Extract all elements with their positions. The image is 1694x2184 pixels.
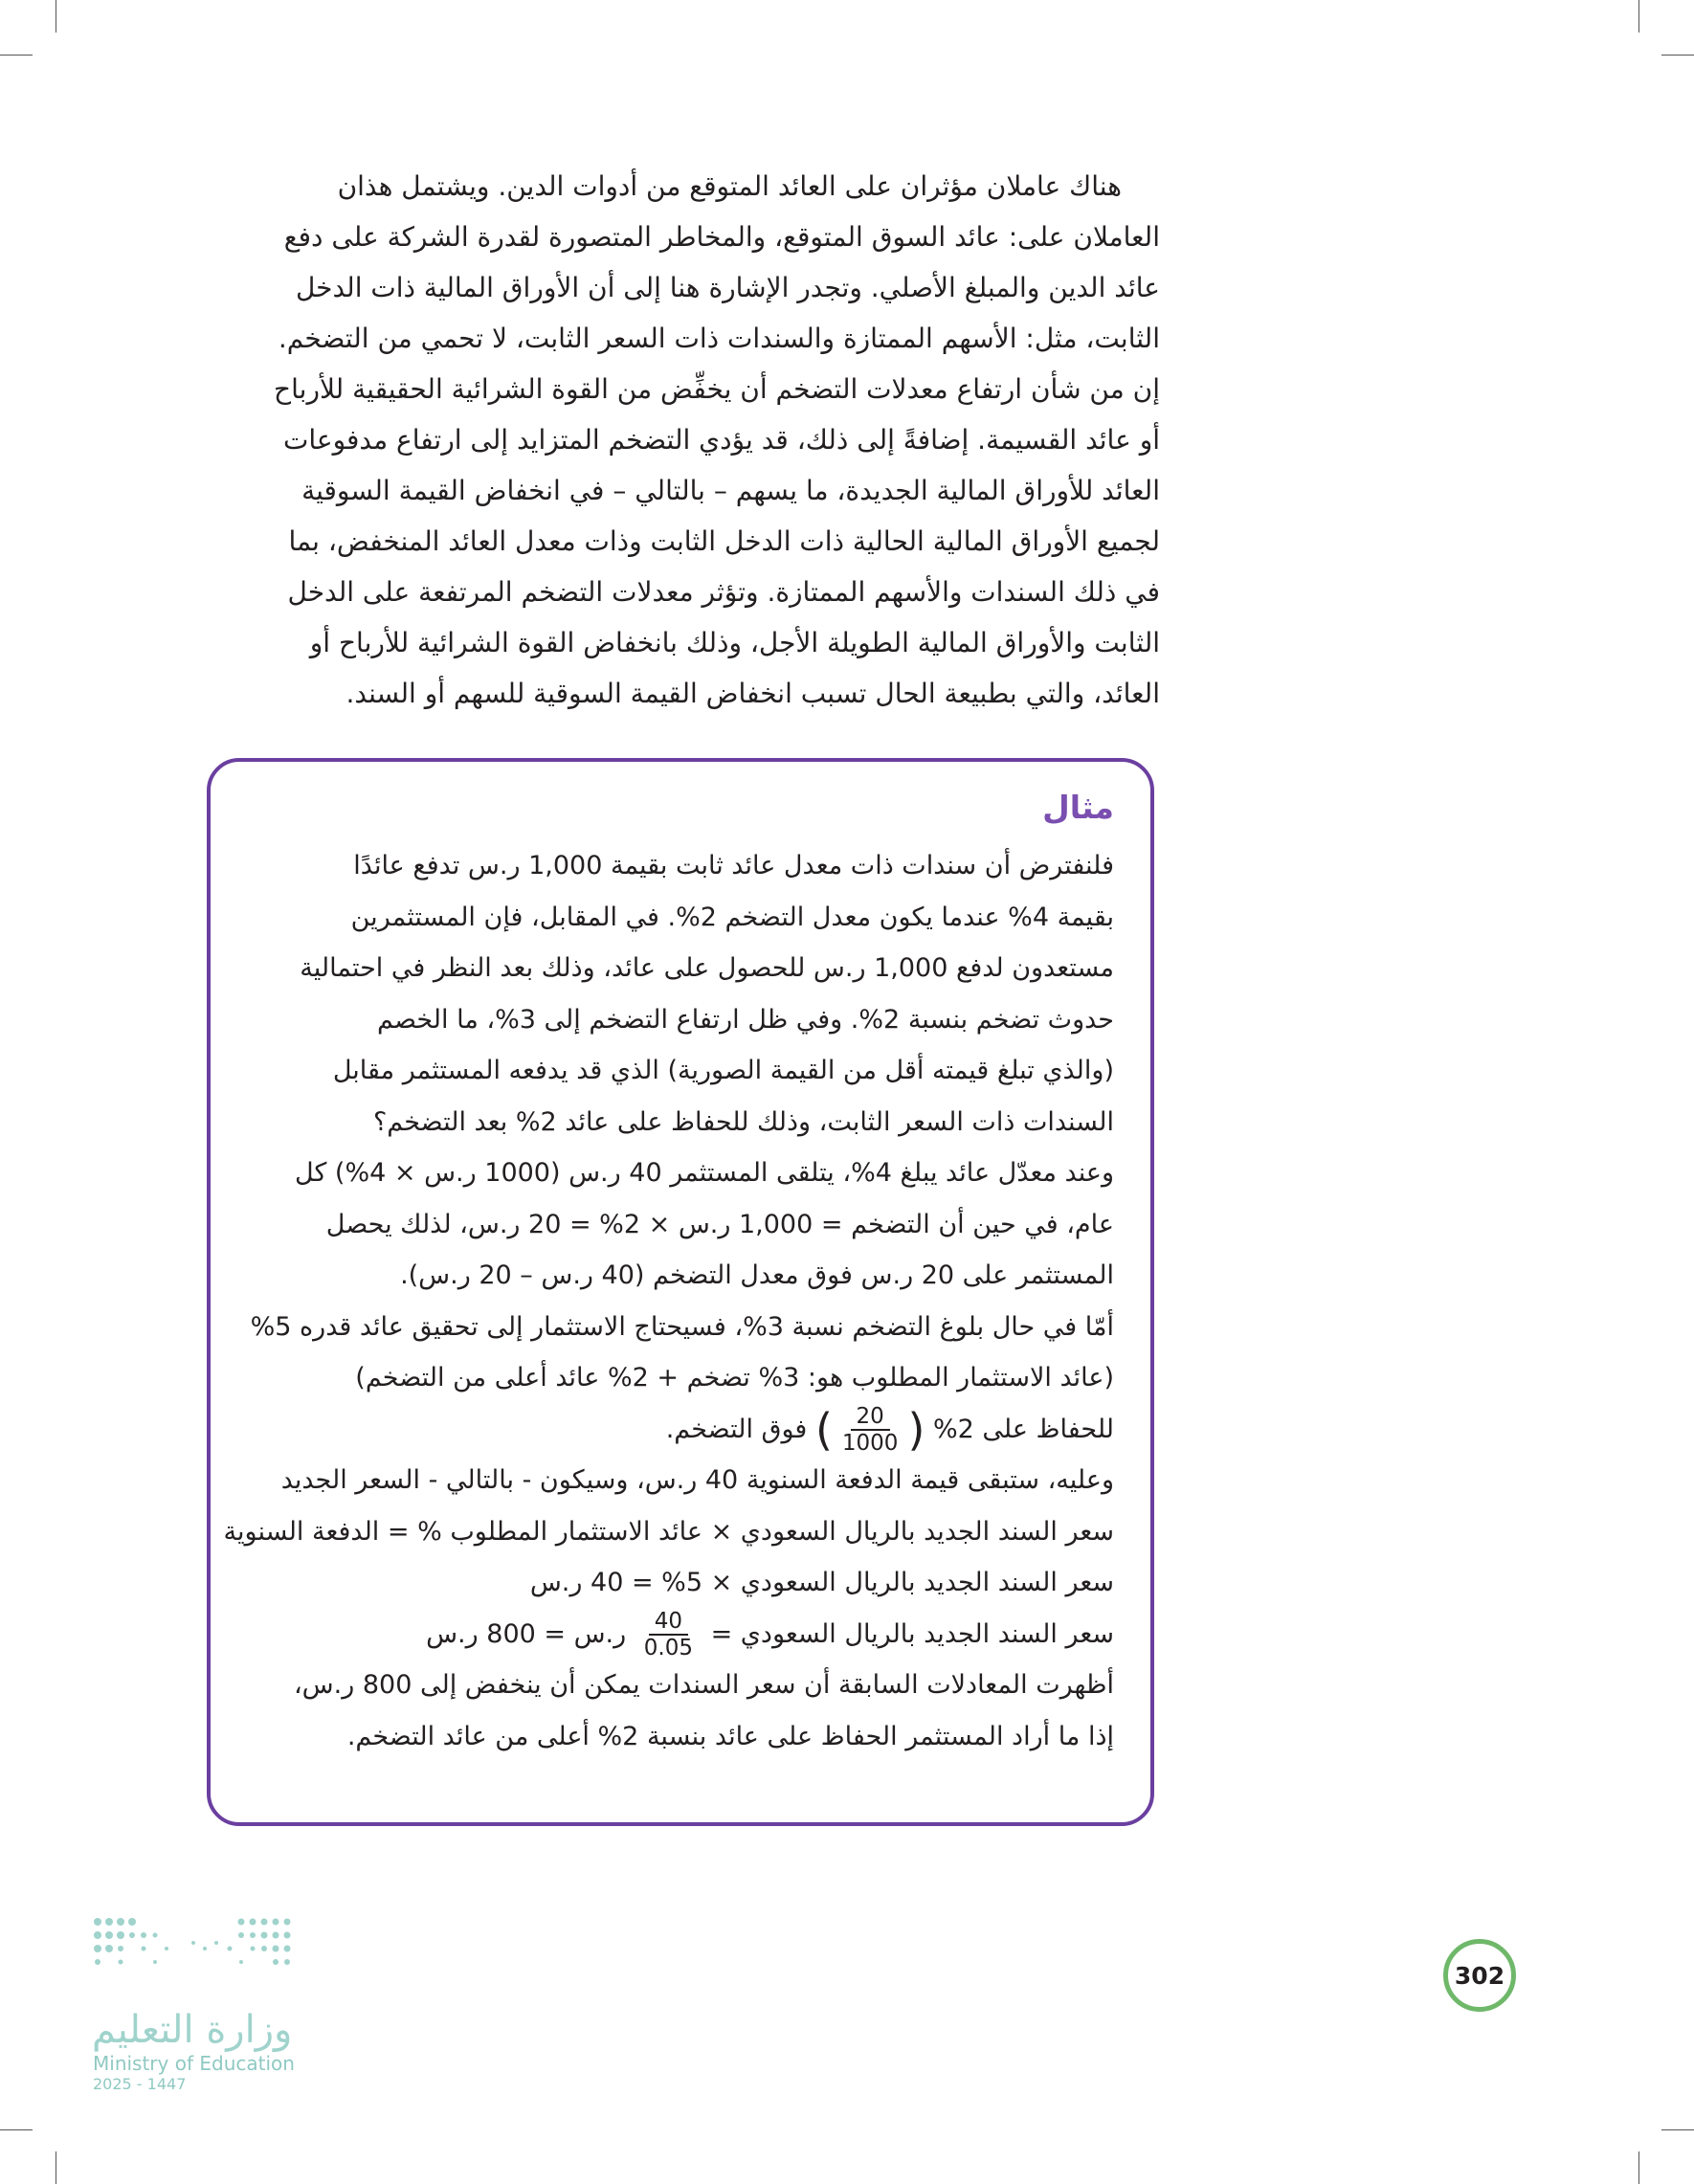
example-line: حدوث تضخم بنسبة 2%. وفي ظل ارتفاع التضخم إلى 3%، ما الخصم [377, 1004, 1114, 1035]
example-line: أظهرت المعادلات السابقة أن سعر السندات يمكن أن ينخفض إلى 800 ر.س، [293, 1670, 1114, 1700]
text-line: الثابت والأوراق المالية الطويلة الأجل، وذلك بانخفاض القوة الشرائية للأرباح أو [309, 627, 1160, 658]
crop-mark [0, 2129, 33, 2130]
fraction-line-after: ر.س = 800 ر.س [426, 1618, 627, 1649]
example-line: أمّا في حال بلوغ التضخم نسبة 3%، فسيحتاج الاستثمار إلى تحقيق عائد قدره 5% [250, 1311, 1114, 1342]
crop-mark [1638, 0, 1639, 33]
text-line: عائد الدين والمبلغ الأصلي. وتجدر الإشارة هنا إلى أن الأوراق المالية ذات الدخل [295, 272, 1160, 303]
paren-close: ) [814, 1403, 833, 1456]
example-box [207, 758, 1154, 1826]
example-line: عام، في حين أن التضخم = 1,000 ر.س × 2% = 20 ر.س، لذلك يحصل [325, 1209, 1114, 1239]
fraction-line-before: للحفاظ على 2% [932, 1414, 1114, 1444]
crop-mark [1661, 55, 1694, 56]
fraction-line [247, 1609, 1114, 1660]
fraction-denominator: 0.05 [643, 1636, 693, 1660]
logo-year-text: 2025 - 1447 [93, 2075, 187, 2093]
example-line: سعر السند الجديد بالريال السعودي × 5% = 40 ر.س [529, 1568, 1114, 1597]
text-line: العائد للأوراق المالية الجديدة، ما يسهم – بالتالي – في انخفاض القيمة السوقية [301, 475, 1160, 506]
fraction [638, 1609, 699, 1660]
crop-mark [1661, 2129, 1694, 2130]
text-line: الثابت، مثل: الأسهم الممتازة والسندات ذات السعر الثابت، لا تحمي من التضخم. [278, 323, 1160, 354]
example-line: المستثمر على 20 ر.س فوق معدل التضخم (40 ر.س – 20 ر.س). [400, 1260, 1114, 1290]
page-number: 302 [1443, 1939, 1516, 2012]
fraction-numerator: 20 [851, 1404, 890, 1431]
body-paragraph [203, 161, 1160, 719]
text-line: في ذلك السندات والأسهم الممتازة. وتؤثر معدلات التضخم المرتفعة على الدخل [287, 576, 1160, 608]
example-line: بقيمة 4% عندما يكون معدل التضخم 2%. في المقابل، فإن المستثمرين [350, 902, 1114, 932]
fraction-numerator: 40 [649, 1609, 688, 1636]
logo-english-text: Ministry of Education [93, 2052, 295, 2075]
example-lines [223, 840, 1114, 1762]
example-line: مستعدون لدفع 1,000 ر.س للحصول على عائد، وذلك بعد النظر في احتمالية [300, 953, 1114, 983]
example-line: (عائد الاستثمار المطلوب هو: 3% تضخم + 2% عائد أعلى من التضخم) [355, 1363, 1114, 1393]
crop-mark [1638, 2151, 1639, 2184]
text-line: هناك عاملان مؤثران على العائد المتوقع من أدوات الدين. ويشتمل هذان [337, 170, 1122, 202]
fraction-line-after: فوق التضخم. [665, 1414, 808, 1444]
crop-mark [0, 55, 33, 56]
fraction-line-before: سعر السند الجديد بالريال السعودي = [710, 1618, 1114, 1649]
text-line: العاملان على: عائد السوق المتوقع، والمخاطر المتصورة لقدرة الشركة على دفع [283, 221, 1160, 253]
text-line: العائد، والتي بطبيعة الحال تسبب انخفاض القيمة السوقية للسهم أو السند. [345, 678, 1160, 709]
example-line: سعر السند الجديد بالريال السعودي × عائد الاستثمار المطلوب % = الدفعة السنوية [223, 1516, 1114, 1547]
example-line: (والذي تبلغ قيمته أقل من القيمة الصورية) الذي قد يدفعه المستثمر مقابل [332, 1056, 1114, 1085]
text-line: أو عائد القسيمة. إضافةً إلى ذلك، قد يؤدي التضخم المتزايد إلى ارتفاع مدفوعات [282, 424, 1160, 456]
example-line: السندات ذات السعر الثابت، وذلك للحفاظ على عائد 2% بعد التضخم؟ [372, 1106, 1114, 1137]
logo-arabic-text: وزارة التعليم [92, 2008, 293, 2052]
text-line: إن من شأن ارتفاع معدلات التضخم أن يخفِّض من القوة الشرائية الحقيقية للأرباح [274, 373, 1160, 405]
text-line: لجميع الأوراق المالية الحالية ذات الدخل الثابت وذات معدل العائد المنخفض، بما [288, 525, 1160, 557]
example-line: إذا ما أراد المستثمر الحفاظ على عائد بنسبة 2% أعلى من عائد التضخم. [346, 1721, 1114, 1751]
example-title: مثال [1042, 789, 1114, 826]
example-line: وعليه، ستبقى قيمة الدفعة السنوية 40 ر.س، وسيكون - بالتالي - السعر الجديد [280, 1465, 1114, 1495]
example-line: فلنفترض أن سندات ذات معدل عائد ثابت بقيمة 1,000 ر.س تدفع عائدًا [353, 851, 1114, 880]
example-line: وعند معدّل عائد يبلغ 4%، يتلقى المستثمر 40 ر.س (1000 ر.س × 4%) كل [295, 1158, 1114, 1188]
fraction-line [247, 1404, 1114, 1456]
paren-open: ( [907, 1403, 925, 1456]
fraction [836, 1404, 904, 1456]
fraction-denominator: 1000 [841, 1431, 899, 1456]
